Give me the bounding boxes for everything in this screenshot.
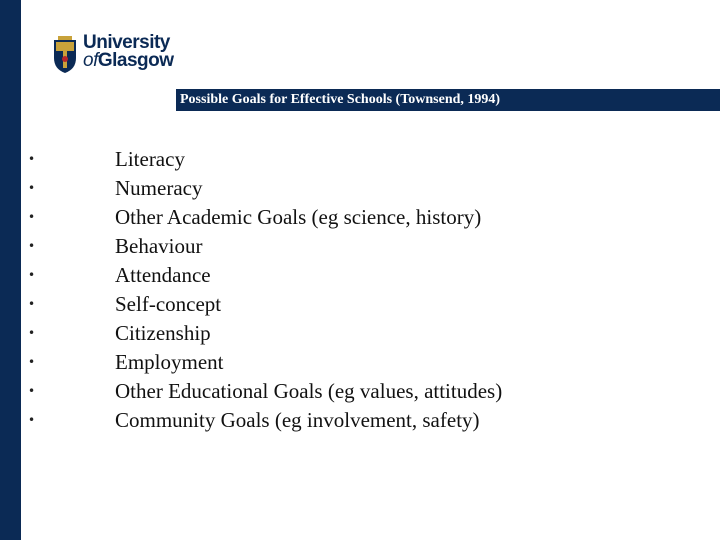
goal-text: Behaviour — [115, 234, 203, 258]
goal-text: Attendance — [115, 263, 211, 287]
bullet-icon: • — [28, 384, 36, 398]
logo-wordmark — [83, 34, 174, 70]
goal-text: Numeracy — [115, 176, 203, 200]
university-logo — [53, 34, 183, 76]
bullet-icon: • — [28, 210, 36, 224]
goal-text: Citizenship — [115, 321, 211, 345]
crest-icon — [53, 36, 77, 74]
goal-text: Self-concept — [115, 292, 222, 316]
bullet-icon: • — [28, 355, 36, 369]
bullet-icon: • — [28, 268, 36, 282]
goal-text: Other Academic Goals (eg science, history) — [115, 205, 482, 229]
goal-text: Literacy — [115, 147, 185, 171]
logo-line-2-prefix: of — [83, 50, 98, 71]
logo-line-2 — [83, 52, 174, 70]
goal-text: Employment — [115, 350, 224, 374]
bullet-icon: • — [28, 181, 36, 195]
logo-line-1: University — [83, 32, 170, 53]
logo-line-2-main: Glasgow — [97, 50, 174, 71]
bullet-icon: • — [28, 413, 36, 427]
goal-text: Other Educational Goals (eg values, attitudes) — [115, 379, 503, 403]
slide-title: Possible Goals for Effective Schools (Townsend, 1994) — [180, 92, 501, 107]
goal-text: Community Goals (eg involvement, safety) — [115, 408, 480, 432]
bullet-icon: • — [28, 152, 36, 166]
title-band — [176, 89, 720, 111]
bullet-icon: • — [28, 297, 36, 311]
left-accent-bar — [0, 0, 21, 540]
bullet-icon: • — [28, 326, 36, 340]
bullet-icon: • — [28, 239, 36, 253]
